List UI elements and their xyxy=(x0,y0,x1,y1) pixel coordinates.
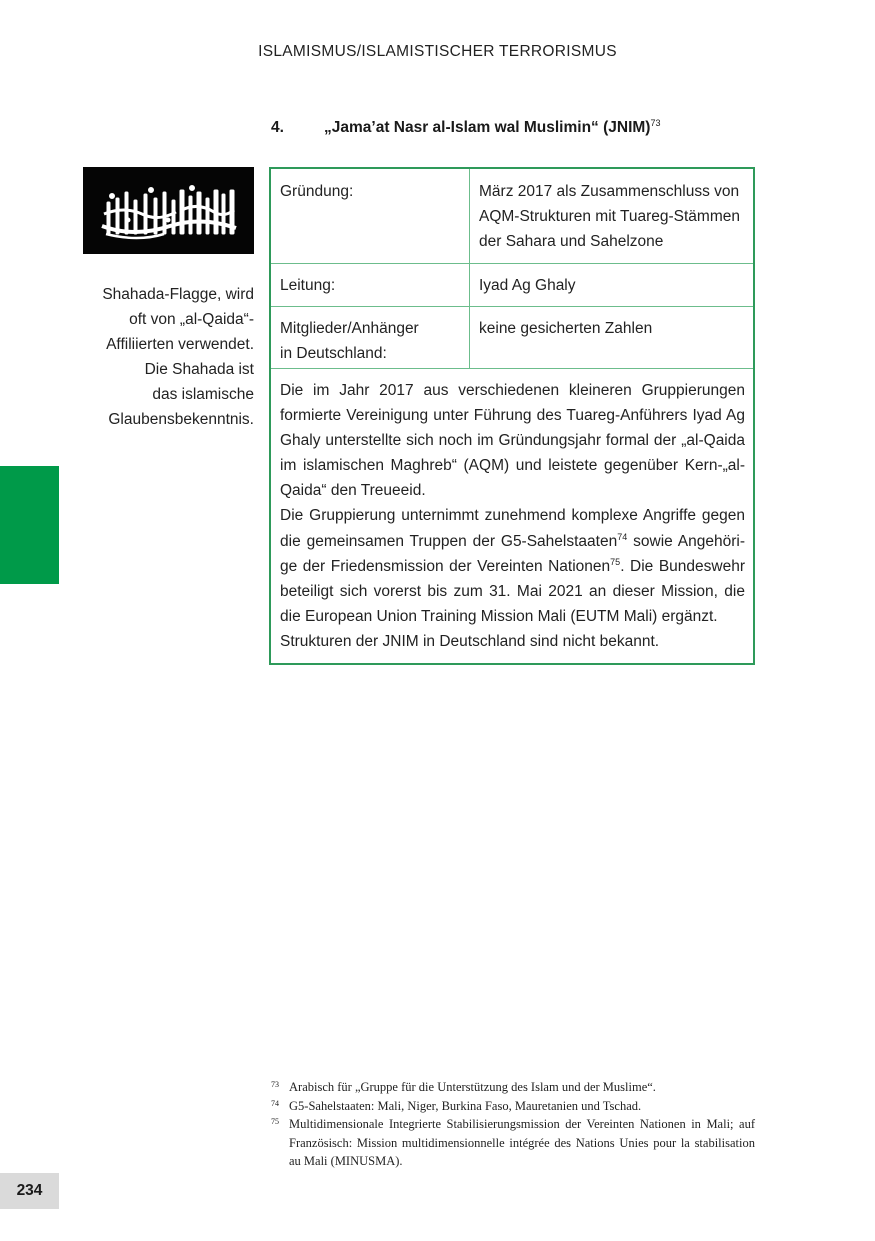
shahada-calligraphy xyxy=(94,180,244,242)
text-span: sowie Angehörige der Friedensmission der Vereinten Nationen xyxy=(280,532,746,575)
footnote-ref-75[interactable]: 75 xyxy=(610,556,621,567)
footnote-number: 73 xyxy=(271,1080,279,1089)
value-mitglieder: keine gesicherten Zahlen xyxy=(479,320,653,337)
label-gruendung: Gründung: xyxy=(271,169,470,263)
row-mitglieder xyxy=(271,307,753,369)
row-leitung xyxy=(271,264,753,307)
caption-line: Affiliierten verwendet. xyxy=(106,336,254,353)
footnote-73 xyxy=(271,1078,755,1097)
flag-caption xyxy=(70,282,254,432)
label-mitglieder xyxy=(271,307,470,368)
shahada-flag-icon xyxy=(83,167,254,254)
footnote-74 xyxy=(271,1097,755,1116)
footnote-text: Multidimensionale Integrierte Stabilisierungsmission der Vereinten Nationen in Mali; auf Französisch: Mission multidimensionnelle intégrée des Nations Unies pour la stabilisation au Mali (MINUSMA). xyxy=(289,1117,755,1168)
description-paragraph-1: Die im Jahr 2017 aus verschiedenen kleineren Gruppierungen formierte Vereinigung unter Führung des Tuareg-Anführers Iyad Ag Ghaly unterstellte sich noch im Gründungsjahr formal der „al-Qaida im islamischen Maghreb“ (AQM) und leistete gegenüber Kern-„al-Qaida“ den Treueeid. xyxy=(280,382,745,500)
info-box xyxy=(269,167,755,665)
value-line: März 2017 als Zusammenschluss von xyxy=(479,183,740,200)
label-leitung: Leitung: xyxy=(271,264,470,306)
section-title: „Jama’at Nasr al-Islam wal Muslimin“ (JNIM) xyxy=(324,119,651,136)
section-number: 4. xyxy=(271,119,284,136)
text-span: . Die Bundeswehr beteiligt sich vorerst bis zum 31. Mai 2021 an dieser Mission, die die European Union Training Mission Mali (EUTM Mali) ergänzt. xyxy=(280,557,746,625)
description-paragraph-2 xyxy=(280,503,745,628)
description xyxy=(271,369,753,663)
footnote-ref-73[interactable]: 73 xyxy=(650,118,661,128)
section-heading xyxy=(271,118,660,137)
caption-line: oft von „al-Qaida“- xyxy=(129,311,254,328)
footnote-text: G5-Sahelstaaten: Mali, Niger, Burkina Faso, Mauretanien und Tschad. xyxy=(289,1098,642,1113)
footnote-75 xyxy=(271,1115,755,1171)
footnotes xyxy=(271,1078,755,1171)
page-number: 234 xyxy=(0,1173,59,1209)
value-gruendung xyxy=(470,169,753,263)
caption-line: Glaubensbekenntnis. xyxy=(108,411,254,428)
value-line: der Sahara und Sahelzone xyxy=(479,233,664,250)
label-line: Mitglieder/Anhänger xyxy=(280,320,419,337)
footnote-number: 74 xyxy=(271,1098,279,1108)
text-span: Die Gruppierung unternimmt zunehmend komplexe Angriffe gegen die gemeinsamen Truppen der G5-Sahelstaaten xyxy=(280,507,745,550)
caption-line: Shahada-Flagge, wird xyxy=(102,286,254,303)
chapter-tab xyxy=(0,466,59,584)
label-line: in Deutschland: xyxy=(280,345,387,362)
running-header: ISLAMISMUS/ISLAMISTISCHER TERRORISMUS xyxy=(258,43,617,60)
footnote-number: 75 xyxy=(271,1117,279,1126)
description-paragraph-3: Strukturen der JNIM in Deutschland sind nicht bekannt. xyxy=(280,632,660,650)
value-line: AQM-Strukturen mit Tuareg-Stämmen xyxy=(479,208,740,225)
caption-line: Die Shahada ist xyxy=(144,361,254,378)
caption-line: das islamische xyxy=(152,386,254,403)
value-leitung: Iyad Ag Ghaly xyxy=(479,277,576,294)
footnote-ref-74[interactable]: 74 xyxy=(617,531,628,542)
footnote-text: Arabisch für „Gruppe für die Unterstützung des Islam und der Muslime“. xyxy=(289,1080,656,1094)
row-gruendung xyxy=(271,169,753,264)
